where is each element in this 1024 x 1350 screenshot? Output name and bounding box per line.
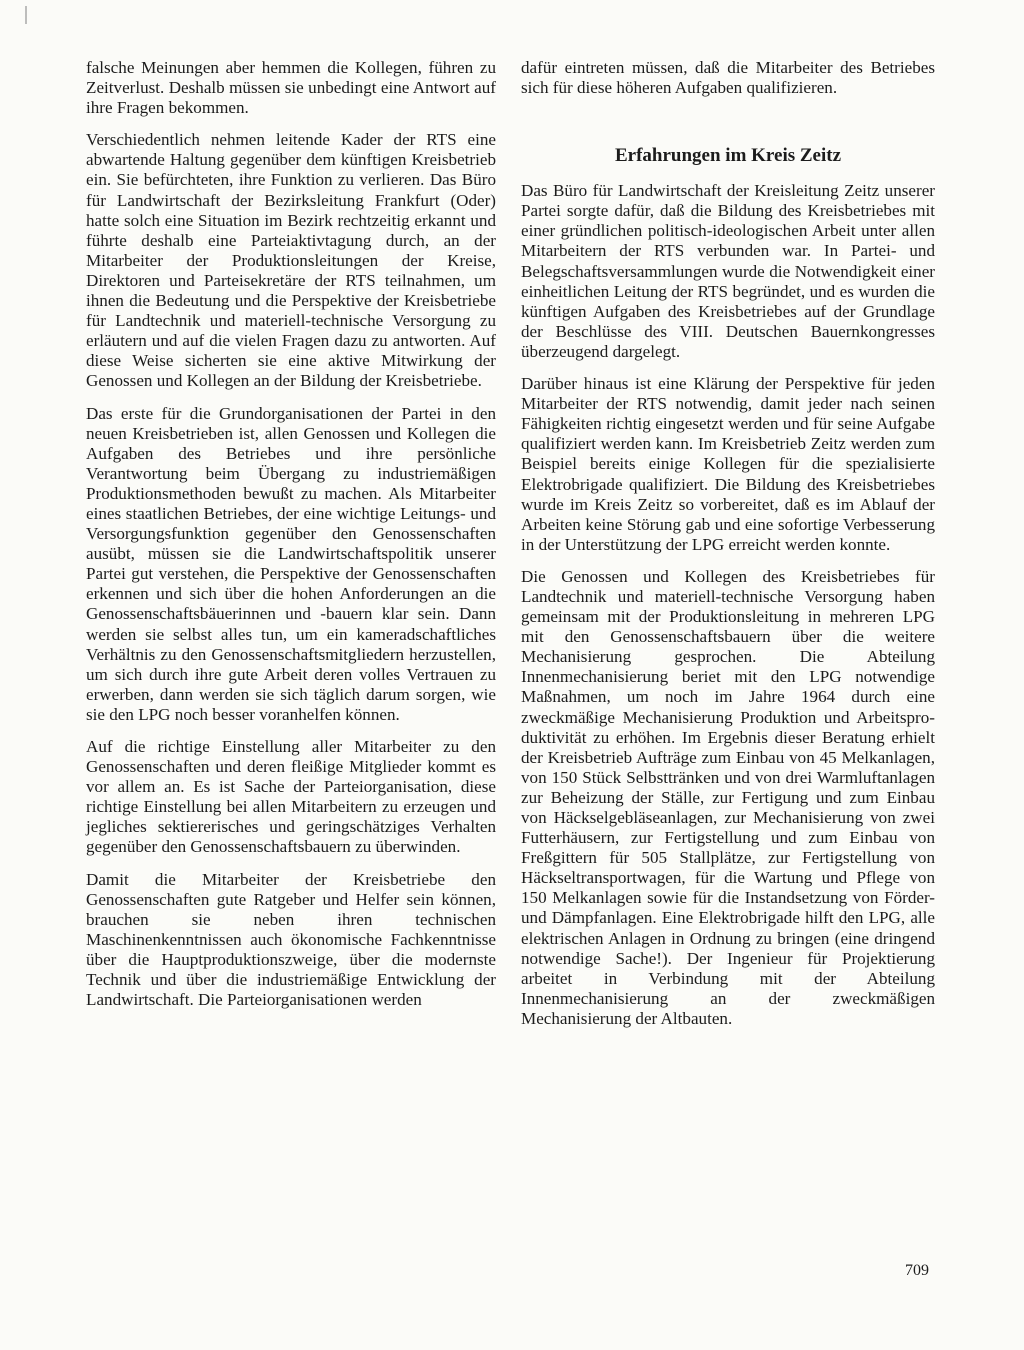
paragraph: Die Genossen und Kollegen des Kreisbetriebes für Landtechnik und materiell-technische Versorgung haben gemeinsam mit der Produktionsleitung in mehreren LPG mit den Genossenschaftsbauern über die weitere Mechanisierung gesprochen. Die Abteilung Innenmechanisierung beriet mit den LPG notwendige Maßnahmen, um noch im Jahre 1964 durch eine zweckmäßige Mechanisierung Produktion und Arbeitsproduktivität zu erhöhen. Im Ergebnis dieser Beratung erhielt der Kreisbetrieb Aufträge zum Einbau von 45 Melkanlagen, von 150 Stück Selbsttränken und von drei Warmluftanlagen zur Beheizung der Ställe, zur Fertigung und zum Einbau von Häckselgebläseanlagen, zur Mechanisierung von zwei Futterhäusern, zur Fertigstellung und zum Einbau von Freßgittern für 505 Stallplätze, zur Fertigstellung von Häckseltransportwagen, für die Wartung und Pflege von 150 Melkanlagen sowie für die Instandsetzung von Förder- und Dämpfanlagen. Eine Elektrobrigade hilft den LPG, alle elektrischen Anlagen in Ordnung zu bringen (eine dringend notwendige Sache!). Der Ingenieur für Projektierung arbeitet in Verbindung mit der Abteilung Innenmechanisierung an der zweckmäßigen Mechanisierung der Altbauten. <box>521 566 935 1028</box>
page-number: 709 <box>905 1262 929 1279</box>
right-column <box>521 58 935 1041</box>
paragraph: Verschiedentlich nehmen leitende Kader der RTS eine abwartende Haltung gegenüber dem künftigen Kreisbetrieb ein. Sie befürchteten, ihre Funktion zu verlieren. Das Büro für Landwirtschaft der Bezirksleitung Frankfurt (Oder) hatte solch eine Situation im Bezirk rechtzeitig erkannt und führte deshalb eine Parteiaktivtagung durch, an der Mitarbeiter der Produktionsleitungen der Kreise, Direktoren und Parteisekretäre der RTS teilnahmen, um ihnen die Bedeutung und die Perspektive der Kreisbetriebe für Landtechnik und materiell-technische Versorgung zu erläutern und auf die vielen Fragen dazu zu antworten. Auf diese Weise sicherten sie eine aktive Mitwirkung der Genossen und Kollegen an der Bildung der Kreisbetriebe. <box>86 130 496 391</box>
paragraph: dafür eintreten müssen, daß die Mitarbeiter des Betriebes sich für diese höheren Aufgaben qualifizieren. <box>521 58 935 98</box>
section-heading: Erfahrungen im Kreis Zeitz <box>614 145 842 167</box>
scan-artifact <box>25 6 27 24</box>
paragraph: Das erste für die Grundorganisationen der Partei in den neuen Kreisbetrieben ist, allen Genossen und Kollegen die Aufgaben des Betriebes und ihre persönliche Verantwortung beim Übergang zu industriemäßigen Produktionsmethoden bewußt zu machen. Als Mitarbeiter eines staatlichen Betriebes, der eine wichtige Leitungs- und Versorgungsfunktion gegenüber den Genossenschaften ausübt, müssen sie die Landwirtschaftspolitik unserer Partei gut verstehen, die Perspektive der Genossenschaften erkennen und sich über die hohen Anforderungen an die Genossenschaftsbäuerinnen und -bauern klar sein. Dann werden sie selbst alles tun, um ein kameradschaftliches Verhältnis zu den Genossenschaftsmitgliedern herzustellen, um sich durch ihre gute Arbeit deren volles Vertrauen zu erwerben, dann werden sie sich täglich darum sorgen, wie sie den LPG noch besser voranhelfen können. <box>86 403 496 724</box>
paragraph: Auf die richtige Einstellung aller Mitarbeiter zu den Genossenschaften und deren fleißige Mitglieder kommt es vor allem an. Es ist Sache der Parteiorganisation, diese richtige Einstellung bei allen Mitarbeitern zu erzeugen und jegliches sektiererisches und geringschätziges Verhalten gegenüber den Genossenschaftsbauern zu überwinden. <box>86 737 496 857</box>
left-column <box>86 58 496 1022</box>
paragraph: falsche Meinungen aber hemmen die Kollegen, führen zu Zeitverlust. Deshalb müssen sie unbedingt eine Antwort auf ihre Fragen bekommen. <box>86 58 496 118</box>
paragraph: Darüber hinaus ist eine Klärung der Perspektive für jeden Mitarbeiter der RTS notwendig, damit jeder nach seinen Fähigkeiten richtig eingesetzt werden und für seine Aufgabe qualifiziert werden kann. Im Kreisbetrieb Zeitz werden zum Beispiel bereits einige Kollegen für die spezialisierte Elektrobrigade qualifiziert. Die Bildung des Kreisbetriebes wurde im Kreis Zeitz so vorbereitet, daß es im Ablauf der Arbeiten keine Störung gab und eine sofortige Verbesserung in der Unterstützung der LPG erreicht werden konnte. <box>521 374 935 554</box>
paragraph: Das Büro für Landwirtschaft der Kreisleitung Zeitz unserer Partei sorgte dafür, daß die Bildung des Kreisbetriebes mit einer gründlichen politisch-ideologischen Arbeit unter allen Mitarbeitern der RTS verbunden war. In Partei- und Belegschaftsversammlungen wurde die Notwendigkeit einer einheitlichen Leitung der RTS begründet, und es wurden die künftigen Aufgaben des Kreisbetriebes auf der Grundlage der Beschlüsse des VIII. Deutschen Bauernkongresses überzeugend dargelegt. <box>521 181 935 361</box>
paragraph: Damit die Mitarbeiter der Kreisbetriebe den Genossenschaften gute Ratgeber und Helfer sein können, brauchen sie neben ihren technischen Maschinenkenntnissen auch ökonomische Fachkenntnisse über die Hauptproduktionszweige, über die modernste Technik und über die industriemäßige Entwicklung der Landwirtschaft. Die Parteiorganisationen werden <box>86 869 496 1010</box>
